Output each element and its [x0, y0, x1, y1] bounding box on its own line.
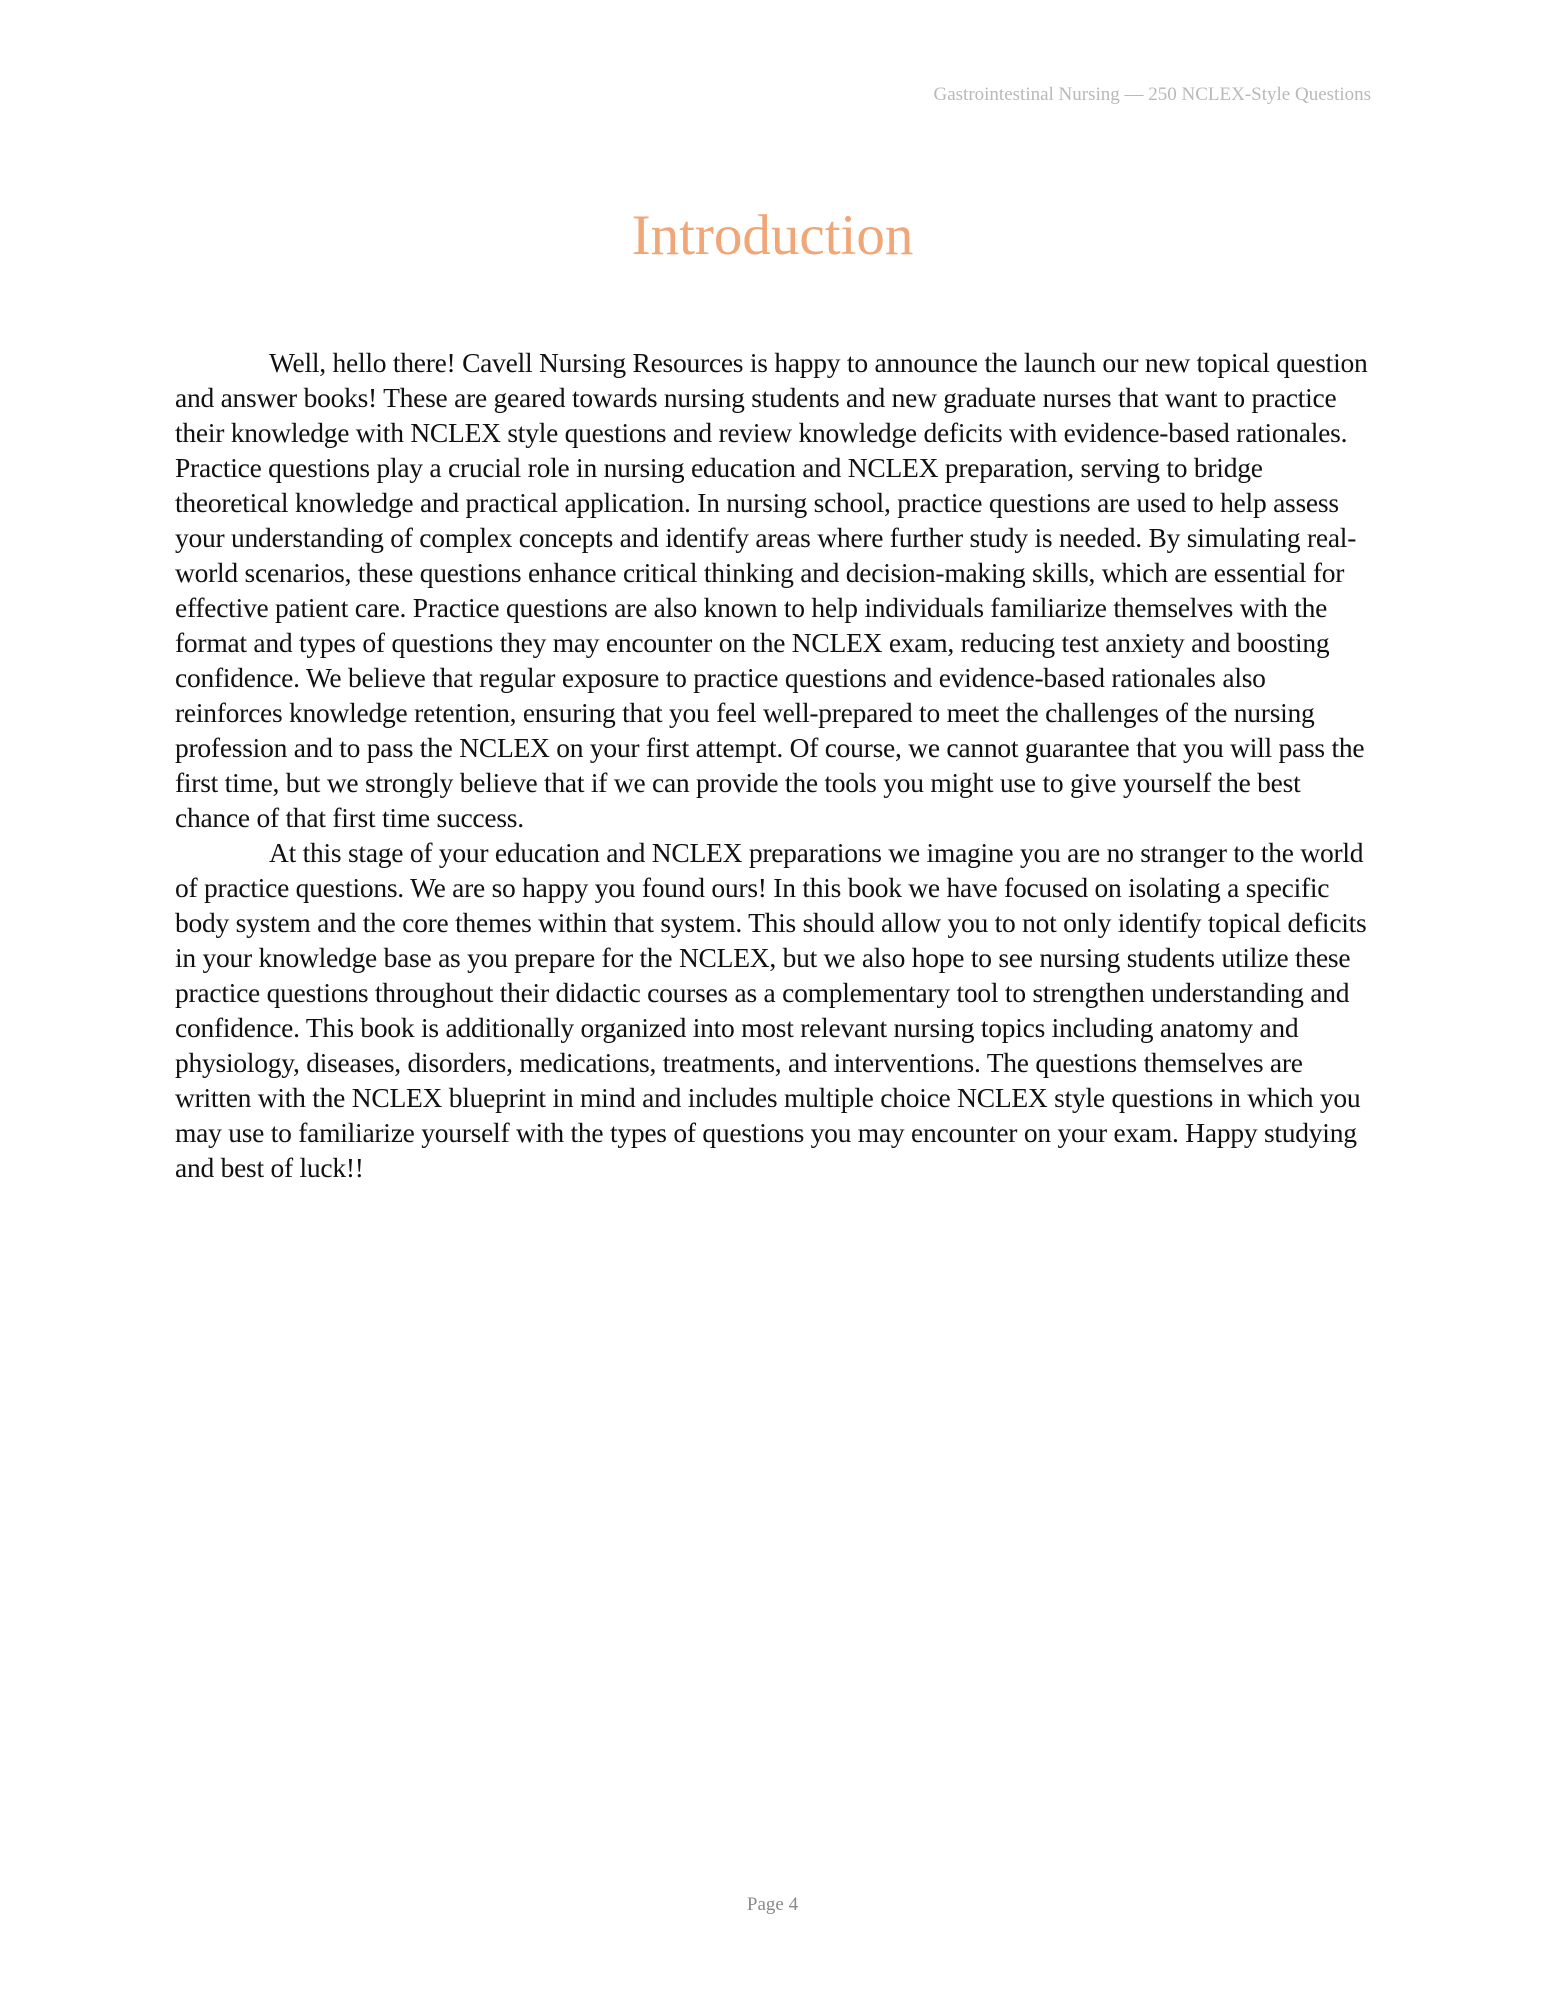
page-title: Introduction — [631, 204, 914, 267]
paragraph-1: Well, hello there! Cavell Nursing Resources is happy to announce the launch our new topical question and answer books! These are geared towards nursing students and new graduate nurses that want to practice their knowledge with NCLEX style questions and review knowledge deficits with evidence-based rationales. Practice questions play a crucial role in nursing education and NCLEX preparation, serving to bridge theoretical knowledge and practical application. In nursing school, practice questions are used to help assess your understanding of complex concepts and identify areas where further study is needed. By simulating real-world scenarios, these questions enhance critical thinking and decision-making skills, which are essential for effective patient care. Practice questions are also known to help individuals familiarize themselves with the format and types of questions they may encounter on the NCLEX exam, reducing test anxiety and boosting confidence. We believe that regular exposure to practice questions and evidence-based rationales also reinforces knowledge retention, ensuring that you feel well-prepared to meet the challenges of the nursing profession and to pass the NCLEX on your first attempt. Of course, we cannot guarantee that you will pass the first time, but we strongly believe that if we can provide the tools you might use to give yourself the best chance of that first time success. — [175, 347, 1368, 833]
running-header: Gastrointestinal Nursing — 250 NCLEX-Style Questions — [933, 84, 1371, 105]
paragraph-2: At this stage of your education and NCLEX preparations we imagine you are no stranger to the world of practice questions. We are so happy you found ours! In this book we have focused on isolating a specific body system and the core themes within that system. This should allow you to not only identify topical deficits in your knowledge base as you prepare for the NCLEX, but we also hope to see nursing students utilize these practice questions throughout their didactic courses as a complementary tool to strengthen understanding and confidence. This book is additionally organized into most relevant nursing topics including anatomy and physiology, diseases, disorders, medications, treatments, and interventions. The questions themselves are written with the NCLEX blueprint in mind and includes multiple choice NCLEX style questions in which you may use to familiarize yourself with the types of questions you may encounter on your exam. Happy studying and best of luck!! — [175, 837, 1367, 1183]
page-number: Page 4 — [746, 1894, 799, 1915]
body-text — [175, 345, 1375, 1185]
